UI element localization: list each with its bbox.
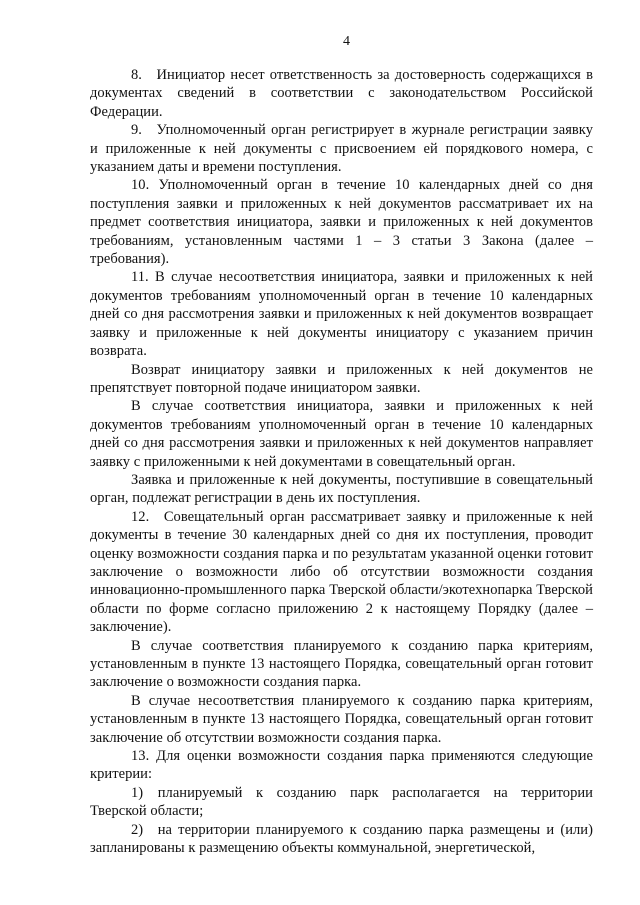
- paragraph-compliance-case: В случае соответствия инициатора, заявки и приложенных к ней документов требованиям уполномоченный орган в течение 10 календарных дней со дня рассмотрения заявки и приложенных к ней документов направляет заявку с приложенными к ней документами в совещательный орган.: [90, 398, 593, 470]
- paragraph-item-9: 9. Уполномоченный орган регистрирует в журнале регистрации заявку и приложенные к ней документы с присвоением ей порядкового номера, с указанием даты и времени поступления.: [90, 122, 593, 176]
- paragraph-item-12: 12. Совещательный орган рассматривает заявку и приложенные к ней документы в течение 30 календарных дней со дня их поступления, проводит оценку возможности создания парка и по результатам указанной оценки готовит заключение о возможности либо об отсутствии возможности создания инновационно-промышленного парка Тверской области/экотехнопарка Тверской области по форме согласно приложению 2 к настоящему Порядку (далее – заключение).: [90, 508, 593, 636]
- criteria-item-1: 1) планируемый к созданию парк располагается на территории Тверской области;: [90, 784, 593, 820]
- paragraph-positive-conclusion: В случае соответствия планируемого к созданию парка критериям, установленным в пункте 13 настоящего Порядка, совещательный орган готовит заключение о возможности создания парка.: [90, 637, 593, 691]
- paragraph-negative-conclusion: В случае несоответствия планируемого к созданию парка критериям, установленным в пункте 13 настоящего Порядка, совещательный орган готовит заключение об отсутствии возможности создания парка.: [90, 692, 593, 746]
- paragraph-item-8: 8. Инициатор несет ответственность за достоверность содержащихся в документах сведений в соответствии с законодательством Российской Федерации.: [90, 67, 593, 120]
- page-number: 4: [343, 34, 350, 49]
- paragraph-return-note: Возврат инициатору заявки и приложенных к ней документов не препятствует повторной подаче инициатором заявки.: [90, 361, 593, 396]
- criteria-item-2: 2) на территории планируемого к созданию парка размещены и (или) запланированы к размещению объекты коммунальной, энергетической,: [90, 821, 593, 857]
- paragraph-item-11: 11. В случае несоответствия инициатора, заявки и приложенных к ней документов требованиям уполномоченный орган в течение 10 календарных дней со дня рассмотрения заявки и приложенных к ней документов возвращает заявку и приложенные к ней документы инициатору с указанием причин возврата.: [90, 269, 593, 360]
- paragraph-item-13: 13. Для оценки возможности создания парка применяются следующие критерии:: [90, 748, 593, 783]
- paragraph-registration: Заявка и приложенные к ней документы, поступившие в совещательный орган, подлежат регистрации в день их поступления.: [90, 471, 593, 507]
- paragraph-item-10: 10. Уполномоченный орган в течение 10 календарных дней со дня поступления заявки и приложенных к ней документов рассматривает их на предмет соответствия инициатора, заявки и приложенных к ней документов требованиям, установленным частями 1 – 3 статьи 3 Закона (далее – требования).: [90, 177, 593, 268]
